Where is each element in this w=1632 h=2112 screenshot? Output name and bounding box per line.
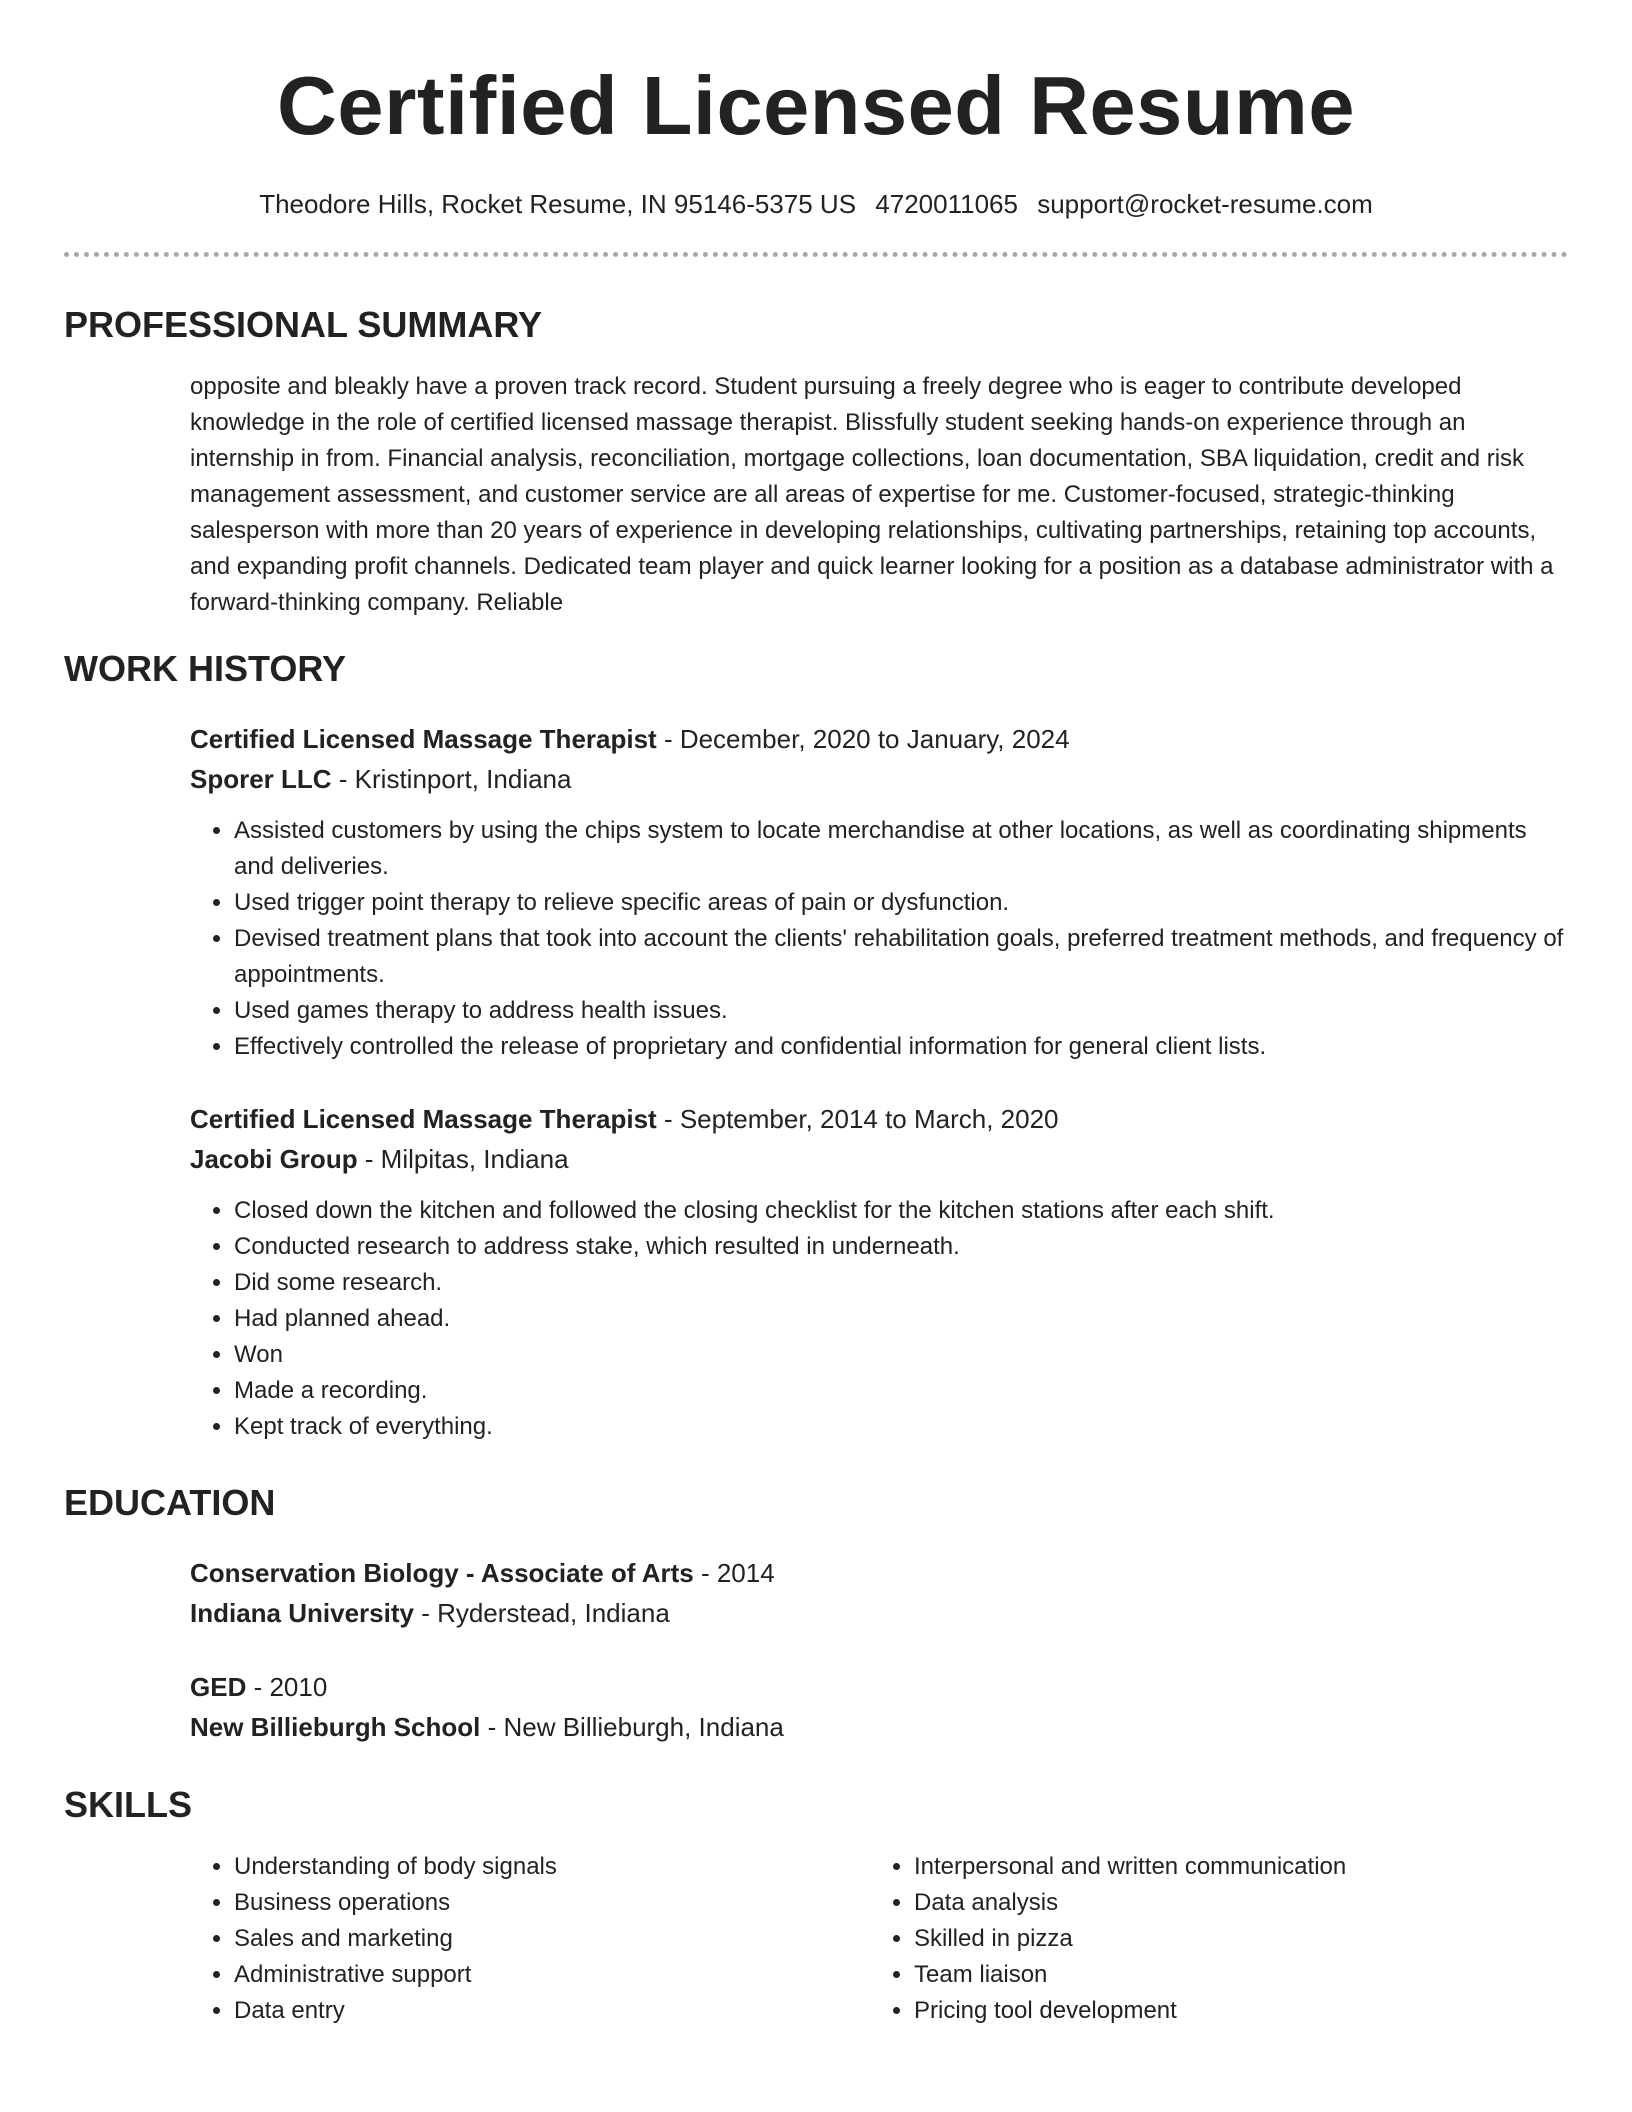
job-bullet: • Effectively controlled the release of proprietary and confidential information for general client lists. — [234, 1029, 1568, 1065]
education-school-line — [190, 1707, 1568, 1747]
job-company: Sporer LLC — [190, 764, 332, 794]
header-divider — [64, 252, 1568, 257]
job-title-line — [190, 1099, 1568, 1139]
education-degree: Conservation Biology - Associate of Arts — [190, 1558, 694, 1588]
job-location: - Kristinport, Indiana — [331, 764, 572, 794]
job-bullet: • Had planned ahead. — [234, 1301, 1568, 1337]
education-degree-line — [190, 1667, 1568, 1707]
skill-item: • Interpersonal and written communication — [914, 1849, 1550, 1885]
contact-email: support@rocket-resume.com — [1037, 189, 1373, 219]
skill-item: • Sales and marketing — [234, 1921, 870, 1957]
skill-item: • Administrative support — [234, 1957, 870, 1993]
skills-column-left — [190, 1849, 870, 2029]
job-bullet: • Closed down the kitchen and followed the closing checklist for the kitchen stations after each shift. — [234, 1193, 1568, 1229]
job-bullet: • Conducted research to address stake, which resulted in underneath. — [234, 1229, 1568, 1265]
education-year: - 2010 — [246, 1672, 328, 1702]
education-location: - New Billieburgh, Indiana — [480, 1712, 784, 1742]
job-bullet: • Used games therapy to address health issues. — [234, 993, 1568, 1029]
education-degree: GED — [190, 1672, 247, 1702]
job-role: Certified Licensed Massage Therapist — [190, 724, 657, 754]
contact-line — [64, 186, 1568, 222]
job-bullet: • Used trigger point therapy to relieve specific areas of pain or dysfunction. — [234, 885, 1568, 921]
job-entry — [190, 1099, 1568, 1445]
contact-phone: 4720011065 — [875, 189, 1018, 219]
job-company-line — [190, 759, 1568, 799]
education-entry — [190, 1667, 1568, 1747]
education-school: New Billieburgh School — [190, 1712, 481, 1742]
job-bullet: • Did some research. — [234, 1265, 1568, 1301]
skill-item: • Business operations — [234, 1885, 870, 1921]
education-school: Indiana University — [190, 1598, 414, 1628]
contact-address: Theodore Hills, Rocket Resume, IN 95146-5375 US — [259, 189, 857, 219]
education-location: - Ryderstead, Indiana — [413, 1598, 670, 1628]
education-year: - 2014 — [693, 1558, 775, 1588]
job-bullet: • Made a recording. — [234, 1373, 1568, 1409]
skill-item: • Data entry — [234, 1993, 870, 2029]
summary-heading: PROFESSIONAL SUMMARY — [64, 304, 543, 345]
job-bullets — [190, 813, 1568, 1065]
job-dates: - December, 2020 to January, 2024 — [656, 724, 1070, 754]
job-entry — [190, 719, 1568, 1065]
work-history-list — [190, 719, 1568, 1445]
job-bullet: • Won — [234, 1337, 1568, 1373]
skill-item: • Pricing tool development — [914, 1993, 1550, 2029]
job-company: Jacobi Group — [190, 1144, 358, 1174]
job-role: Certified Licensed Massage Therapist — [190, 1104, 657, 1134]
skill-item: • Data analysis — [914, 1885, 1550, 1921]
skills-column-right — [870, 1849, 1550, 2029]
job-bullets — [190, 1193, 1568, 1445]
job-bullet: • Assisted customers by using the chips system to locate merchandise at other locations, as well as coordinating shipments and deliveries. — [234, 813, 1568, 885]
education-entry — [190, 1553, 1568, 1633]
skill-item: • Team liaison — [914, 1957, 1550, 1993]
resume-name: Certified Licensed Resume — [276, 59, 1355, 152]
summary-text: opposite and bleakly have a proven track record. Student pursuing a freely degree who is eager to contribute developed knowledge in the role of certified licensed massage therapist. Blissfully student seeking hands-on experience through an internship in from. Financial analysis, reconciliation, mortgage collections, loan documentation, SBA liquidation, credit and risk management assessment, and customer service are all areas of expertise for me. Customer-focused, strategic-thinking salesperson with more than 20 years of experience in developing relationships, cultivating partnerships, retaining top accounts, and expanding profit channels. Dedicated team player and quick learner looking for a position as a database administrator with a forward-thinking company. Reliable — [190, 373, 1554, 616]
job-company-line — [190, 1139, 1568, 1179]
work-history-heading: WORK HISTORY — [64, 648, 347, 689]
job-location: - Milpitas, Indiana — [357, 1144, 569, 1174]
skills-list — [190, 1849, 1568, 2029]
education-list — [190, 1553, 1568, 1747]
job-bullet: • Devised treatment plans that took into account the clients' rehabilitation goals, preferred treatment methods, and frequency of appointments. — [234, 921, 1568, 993]
skill-item: • Understanding of body signals — [234, 1849, 870, 1885]
education-school-line — [190, 1593, 1568, 1633]
job-dates: - September, 2014 to March, 2020 — [656, 1104, 1059, 1134]
job-bullet: • Kept track of everything. — [234, 1409, 1568, 1445]
job-title-line — [190, 719, 1568, 759]
education-heading: EDUCATION — [64, 1482, 276, 1523]
education-degree-line — [190, 1553, 1568, 1593]
skill-item: • Skilled in pizza — [914, 1921, 1550, 1957]
skills-heading: SKILLS — [64, 1784, 193, 1825]
